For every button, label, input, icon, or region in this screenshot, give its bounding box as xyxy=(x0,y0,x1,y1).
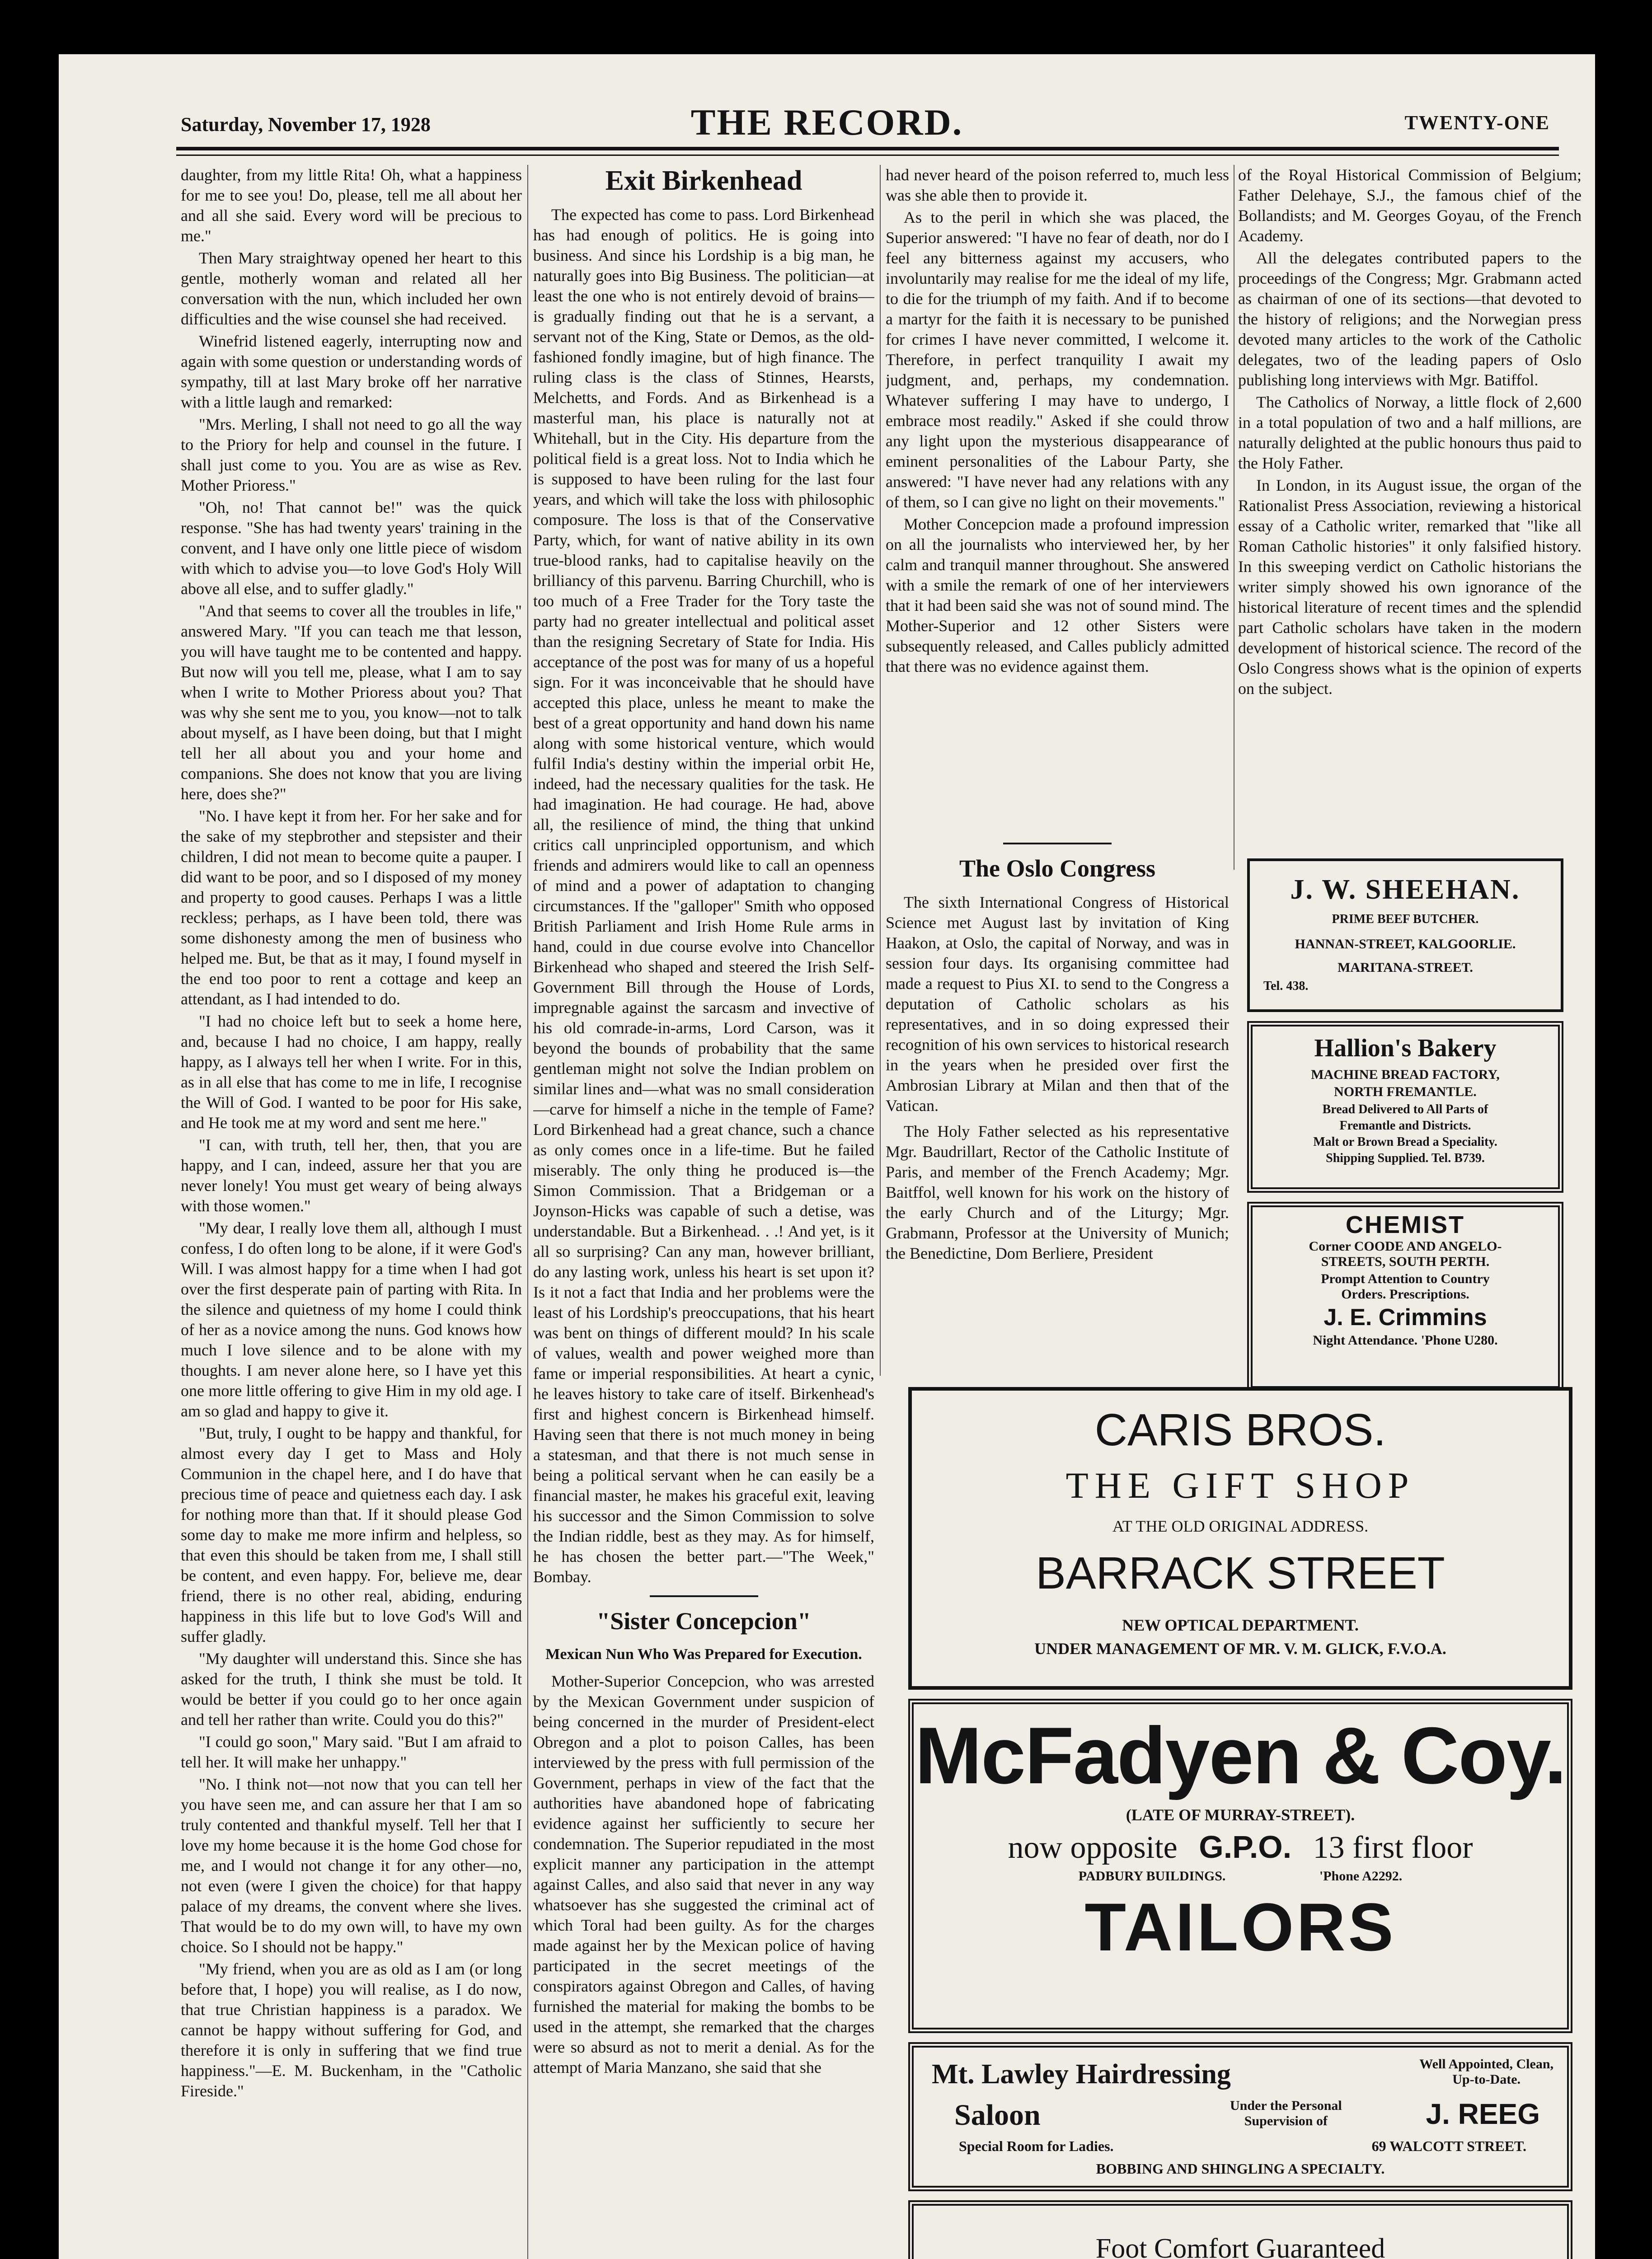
ad-line: UNDER MANAGEMENT OF MR. V. M. GLICK, F.V.O.A. xyxy=(1034,1640,1446,1658)
ad-line: HANNAN-STREET, KALGOORLIE. xyxy=(1295,937,1516,951)
paragraph: "I can, with truth, tell her, then, that you are happy, and I can, indeed, assure her that you are never lonely! You must get weary of being always with those women." xyxy=(181,1136,522,1215)
ad-heading: Saloon xyxy=(954,2099,1041,2132)
ad-line: Bread Delivered to All Parts of xyxy=(1322,1102,1488,1116)
paragraph: In London, in its August issue, the organ of the Rationalist Press Association, reviewing a historical essay of a Catholic writer, remarked that "like all Roman Catholic histories" it only falsified history. In this sweeping verdict on Catholic historians the writer simply showed his own ignorance of the historical literature of recent times and the splendid part Catholic scholars have taken in the modern development of historical science. The record of the Oslo Congress shows what is the opinion of experts on the subject. xyxy=(1238,476,1582,698)
ad-text: Under the Personal xyxy=(1230,2098,1342,2113)
ad-trade: TAILORS xyxy=(1084,1889,1396,1965)
article-headline: "Sister Concepcion" xyxy=(596,1608,811,1635)
ad-address: BARRACK STREET xyxy=(1036,1548,1445,1598)
paragraph: Mother Concepcion made a profound impression on all the journalists who interviewed her, by her calm and tranquil manner throughout. She answered with a smile the remark of one of her interviewers that it had been said she was not of sound mind. The Mother-Superior and 12 other Sisters were subsequently released, and Calles publicly admitted that there was no evidence against them. xyxy=(886,515,1229,675)
ad-line: Corner COODE AND ANGELO- xyxy=(1309,1239,1502,1254)
ad-business-name: J. W. SHEEHAN. xyxy=(1290,874,1521,905)
ad-text: G.P.O. xyxy=(1199,1829,1292,1865)
header-rule-thin xyxy=(176,155,1559,156)
newspaper-page xyxy=(59,54,1595,2259)
paragraph: Then Mary straightway opened her heart to this gentle, motherly woman and related all her conversation with the nun, which included her own difficulties and the wise counsel she had received. xyxy=(181,249,522,328)
story-continuation-column xyxy=(181,165,522,2259)
paragraph: daughter, from my little Rita! Oh, what a happiness for me to see you! Do, please, tell me all about her and all she said. Every word will be precious to me." xyxy=(181,166,522,245)
ad-line: Prompt Attention to Country xyxy=(1321,1271,1490,1286)
ad-address-line xyxy=(914,1829,1567,1866)
paragraph: "My daughter will understand this. Since she has asked for the truth, I think she must be told. It would be better if you could go to her once again and tell her rather than write. Could you do this?" xyxy=(181,1650,522,1729)
paragraph: of the Royal Historical Commission of Belgium; Father Delehaye, S.J., the famous chief of the Bollandists; and M. Georges Goyau, of the French Academy. xyxy=(1238,166,1582,245)
ad-line: THE GIFT SHOP xyxy=(1065,1465,1415,1506)
ad-line: Special Room for Ladies. xyxy=(959,2138,1114,2154)
concepcion-continuation-column xyxy=(886,165,1229,843)
ad-line: Orders. Prescriptions. xyxy=(1341,1287,1469,1302)
ad-heading: CHEMIST xyxy=(1346,1211,1465,1238)
ad-business-name: Mt. Lawley Hairdressing xyxy=(932,2059,1231,2090)
paragraph: As to the peril in which she was placed, the Superior answered: "I have no fear of death, nor do I feel any bitterness against my accusers, who involuntarily may realise for me the ideal of my life, to die for the triumph of my faith. And if to become a martyr for the faith it is necessary to be punished for crimes I have never committed, I welcome it. Therefore, in perfect tranquility I await my judgment, and, perhaps, my condemnation. Whatever suffering I may have to undergo, I embrace most readily." Asked if she could throw any light upon the mysterious disappearance of eminent personalities of the Labour Party, she answered: "I have never had any relations with any of them, so I can give no light on their movements." xyxy=(886,208,1229,511)
ad-line: STREETS, SOUTH PERTH. xyxy=(1321,1254,1490,1269)
article-headline: Exit Birkenhead xyxy=(605,165,803,196)
article-separator xyxy=(650,1595,758,1597)
crimmins-chemist-ad xyxy=(1247,1202,1563,1392)
sheehan-butcher-ad xyxy=(1247,858,1563,1012)
ad-proprietor: J. REEG xyxy=(1426,2098,1540,2130)
paragraph: "No. I think not—not now that you can tell her you have seen me, and can assure her that I am so truly contented and thankful myself. Tell her that I love my home because it is the home God chose for me, and I would not change it for any other—no, not even (were I given the choice) for that happy palace of my dreams, the convent where she lives. That would be to do my own will, to have my own choice. So I should not be happy." xyxy=(181,1775,522,1956)
paragraph: had never heard of the poison referred to, much less was she able then to provide it. xyxy=(886,166,1229,204)
george-nelson-ad xyxy=(908,2200,1572,2259)
article-separator xyxy=(1003,843,1112,844)
ad-line: NORTH FREMANTLE. xyxy=(1334,1084,1477,1099)
ad-text: PADBURY BUILDINGS. xyxy=(1078,1869,1226,1884)
paragraph: "And that seems to cover all the troubles in life," answered Mary. "If you can teach me that lesson, you will have taught me to be contented and happy. But now will you tell me, please, what I am to say when I write to Mother Prioress about you? That was why she sent me to you, you know—not to talk about myself, as I have been doing, but that I might tell her all about you and your home and companions. She does not know that you are living here, does she?" xyxy=(181,602,522,803)
hallions-bakery-ad xyxy=(1247,1021,1563,1193)
article-subheadline: Mexican Nun Who Was Prepared for Execution. xyxy=(545,1646,862,1663)
ad-address: 69 WALCOTT STREET. xyxy=(1371,2138,1526,2154)
ad-line xyxy=(914,1869,1567,1884)
paragraph: "My friend, when you are as old as I am (or long before that, I hope) you will realise, as I do now, that true Christian happiness is a paradox. We cannot be happy without suffering for God, and therefore it is only in suffering that we find true happiness."—E. M. Buckenham, in the "Catholic Fireside." xyxy=(181,1960,522,2100)
ad-line: MACHINE BREAD FACTORY, xyxy=(1311,1067,1500,1082)
ad-line: Malt or Brown Bread a Speciality. xyxy=(1313,1135,1497,1149)
lawley-hairdressing-ad xyxy=(908,2042,1572,2191)
ad-telephone: 'Phone A2292. xyxy=(1319,1869,1403,1884)
ad-line: BOBBING AND SHINGLING A SPECIALTY. xyxy=(1096,2161,1385,2177)
caris-bros-ad xyxy=(908,1387,1572,1690)
ad-text: now opposite xyxy=(1008,1830,1178,1865)
ad-line: Shipping Supplied. Tel. B739. xyxy=(1326,1151,1485,1165)
ad-text: 13 first floor xyxy=(1313,1830,1473,1865)
ad-line: (LATE OF MURRAY-STREET). xyxy=(1126,1806,1355,1824)
ad-heading: Foot Comfort Guaranteed xyxy=(1095,2233,1385,2259)
paragraph: "I could go soon," Mary said. "But I am afraid to tell her. It will make her unhappy." xyxy=(181,1733,522,1771)
page-header xyxy=(59,54,1595,163)
newspaper-title: THE RECORD. xyxy=(690,102,963,143)
ad-text: Supervision of xyxy=(1244,2114,1328,2128)
ad-business-name: J. E. Crimmins xyxy=(1323,1304,1487,1331)
paragraph: Winefrid listened eagerly, interrupting now and again with some question or understanding words of sympathy, till at last Mary broke off her narrative with a little laugh and remarked: xyxy=(181,332,522,411)
header-rule xyxy=(176,147,1559,150)
ad-text: Up-to-Date. xyxy=(1452,2072,1521,2087)
ad-business-name: CARIS BROS. xyxy=(1094,1405,1386,1455)
paragraph: "But, truly, I ought to be happy and thankful, for almost every day I get to Mass and Holy Communion in the chapel here, and I do have that precious time of peace and quietness each day. I ask for nothing more than that. If it should please God some day to make me more infirm and helpless, so that even this should be taken from me, I shall still be content, and even happy. For, believe me, dear friend, there is no other real, abiding, enduring happiness in this life but to love God's Will and suffer gladly. xyxy=(181,1424,522,1645)
ad-tagline xyxy=(1419,2057,1553,2087)
ad-line: Night Attendance. 'Phone U280. xyxy=(1313,1333,1498,1348)
ad-text: Well Appointed, Clean, xyxy=(1419,2057,1553,2072)
ad-line: NEW OPTICAL DEPARTMENT. xyxy=(1122,1616,1359,1634)
ad-line: MARITANA-STREET. xyxy=(1338,960,1473,975)
column-divider xyxy=(527,165,528,2259)
article-headline: The Oslo Congress xyxy=(959,855,1156,882)
paragraph: "My dear, I really love them all, although I must confess, I do often long to be alone, if it were God's Will. I was almost happy for a time when I had got over the first desperate pain of parting with Rita. In the silence and quietness of my home I could think of her as a novice among the nuns. God knows how much I love silence and to be alone with my thoughts. I am never alone here, so I have yet this one more little offering to give Him in my old age. I am so glad and happy to give it. xyxy=(181,1219,522,1420)
paragraph: All the delegates contributed papers to the proceedings of the Congress; Mgr. Grabmann acted as chairman of one of its sections—that devoted to the history of religions; and the Norwegian press devoted many articles to the work of the Catholic delegates, two of the leading papers of Oslo publishing long interviews with Mgr. Batiffol. xyxy=(1238,249,1582,389)
ad-supervision xyxy=(1230,2098,1342,2129)
column-divider xyxy=(880,165,881,1376)
paragraph: "Mrs. Merling, I shall not need to go all the way to the Priory for help and counsel in the future. I shall just come to you. You are as wise as Rev. Mother Prioress." xyxy=(181,415,522,494)
ad-line: Fremantle and Districts. xyxy=(1339,1119,1471,1133)
paragraph: The Holy Father selected as his representative Mgr. Baudrillart, Rector of the Catholic Institute of Paris, and member of the French Academy; Mgr. Baitffol, well known for his work on the history of the early Church and of the Liturgy; Mgr. Grabmann, Professor at the University of Munich; the Benedictine, Dom Berliere, President xyxy=(886,1122,1229,1262)
paragraph: Mother-Superior Concepcion, who was arrested by the Mexican Government under suspicion of being concerned in the murder of President-elect Obregon and a plot to poison Calles, has been interviewed by the press with full permission of the Government, perhaps in view of the fact that the authorities have abandoned hope of fabricating evidence against her sufficiently to secure her condemnation. The Superior repudiated in the most explicit manner any participation in the attempt against Calles, and also said that never in any way whatsoever has she suggested the criminal act of which Toral had been guilty. As for the charges made against her by the Mexican police of having participated in the secret meetings of the conspirators against Obregon and Calles, of having furnished the material for making the bombs to be used in the attempt, she remarked that the charges were so absurd as not to merit a denial. As for the attempt of Maria Manzano, she said that she xyxy=(533,1672,874,2076)
paragraph: The expected has come to pass. Lord Birkenhead has had enough of politics. He is going into business. And since his Lordship is a big man, he naturally goes into Big Business. The politician—at least the one who is not entirely devoid of brains—is gradually finding out that he is a servant, a servant not of the King, State or Demos, as the old-fashioned fondly imagine, but of high finance. The ruling class is the class of Stinnes, Hearsts, Melchetts, and Fords. And as Birkenhead is a masterful man, his place is naturally not at Whitehall, but in the City. His departure from the political field is a great loss. Not to India which he is supposed to have been ruling for the last four years, and which will take the loss with philosophic composure. The loss is that of the Conservative Party, which, for want of native ability in its own true-blood ranks, had to capitalise heavily on the brilliancy of this parvenu. Barring Churchill, who is too much of a Free Trader for the Tory taste the party had no greater intellectual and political asset than the resigning Secretary of State for India. His acceptance of the post was for many of us a hopeful sign. For it was inconceivable that he should have accepted this place, unless he meant to make the best of a great opportunity and hand down his name along with some historical venture, which would fulfil India's destiny within the imperial orbit He, indeed, had the necessary qualities for the task. He had imagination. He had courage. He had, above all, the resilience of mind, the thing that unkind critics call unprincipled opportunism, and which friends and admirers would like to call an openness of mind and a power of adaptation to changing circumstances. If the "galloper" Smith who opposed British Parliament and Irish Home Rule arms in hand, could in due course evolve into Chancellor Birkenhead who shaped and steered the Irish Self-Government Bill through the House of Lords, impregnable against the sarcasm and invective of his old comrade-in-arms, Lord Carson, was it beyond the bounds of probability that the same gentleman might not solve the Indian problem on similar lines and—what was no small consideration—carve for himself a niche in the temple of Fame? Lord Birkenhead had a great chance, such a chance as only comes once in a life-time. But he failed miserably. The only thing he produced is—the Simon Commission. That a Bridgeman or a Joynson-Hicks was capable of such a detise, was understandable. But a Birkenhead. . .! And yet, is it all so surprising? Can any man, however brilliant, do any lasting work, unless his heart is set upon it? Is it not a fact that India and her problems were the least of his Lordship's preoccupations, that his heart was bent on things of different mould? In his scale of values, wealth and power weighed more than fame or imperial responsibilities. At heart a cynic, he leaves history to take care of itself. Birkenhead's first and highest concern is Birkenhead himself. Having seen that there is not much money in being a statesman, and that there is not much sense in being a political servant when he can easily be a financial master, he makes his graceful exit, leaving his successor and the Simon Commission to solve the Indian riddle, best as they may. As for himself, he has chosen the better part.—"The Week," Bombay. xyxy=(533,206,874,1586)
paragraph: The sixth International Congress of Historical Science met August last by invitation of King Haakon, at Oslo, the capital of Norway, and was in session four days. Its organising committee had made a request to Pius XI. to send to the Congress a deputation of Catholic scholars as his representatives, and in so doing expressed their recognition of his own services to historical research in the years when he presided over first the Ambrosian Library at Milan and then that of the Vatican. xyxy=(886,893,1229,1115)
birkenhead-column xyxy=(533,165,874,2259)
issue-date: Saturday, November 17, 1928 xyxy=(181,113,431,136)
ad-business-name: McFadyen & Coy. xyxy=(915,1711,1566,1800)
ad-line: AT THE OLD ORIGINAL ADDRESS. xyxy=(1112,1517,1369,1535)
page-number: TWENTY-ONE xyxy=(1404,112,1550,134)
oslo-continuation-column xyxy=(1238,165,1582,856)
paragraph: The Catholics of Norway, a little flock of 2,600 in a total population of two and a half millions, are naturally delighted at the public honours thus paid to the Holy Father. xyxy=(1238,393,1582,472)
ad-telephone: Tel. 438. xyxy=(1263,979,1309,993)
paragraph: "Oh, no! That cannot be!" was the quick response. "She has had twenty years' training in the convent, and I have only one little piece of wisdom with which to advise you—to love God's Holy Will above all else, and to suffer gladly." xyxy=(181,498,522,598)
paragraph: "No. I have kept it from her. For her sake and for the sake of my stepbrother and stepsister and their children, I did not mean to become quite a pauper. I did want to be poor, and so I disposed of my money and property to good causes. Perhaps I was a little reckless; perhaps, as I have been told, there was some dishonesty among the men of business who helped me. But, be that as it may, I found myself in the end too poor to rent a cottage and keep an attendant, as I had intended to do. xyxy=(181,807,522,1008)
oslo-congress-article xyxy=(886,843,1229,1349)
paragraph: "I had no choice left but to seek a home here, and, because I had no choice, I am happy, really happy, as I always tell her when I write. For in this, as in all else that has come to me in life, I recognise the Will of God. I wanted to be poor for His sake, and He took me at my word and sent me here." xyxy=(181,1012,522,1132)
ad-business-name: Hallion's Bakery xyxy=(1314,1034,1497,1062)
mcfadyen-tailors-ad xyxy=(908,1699,1572,2033)
ad-line: PRIME BEEF BUTCHER. xyxy=(1332,912,1479,926)
